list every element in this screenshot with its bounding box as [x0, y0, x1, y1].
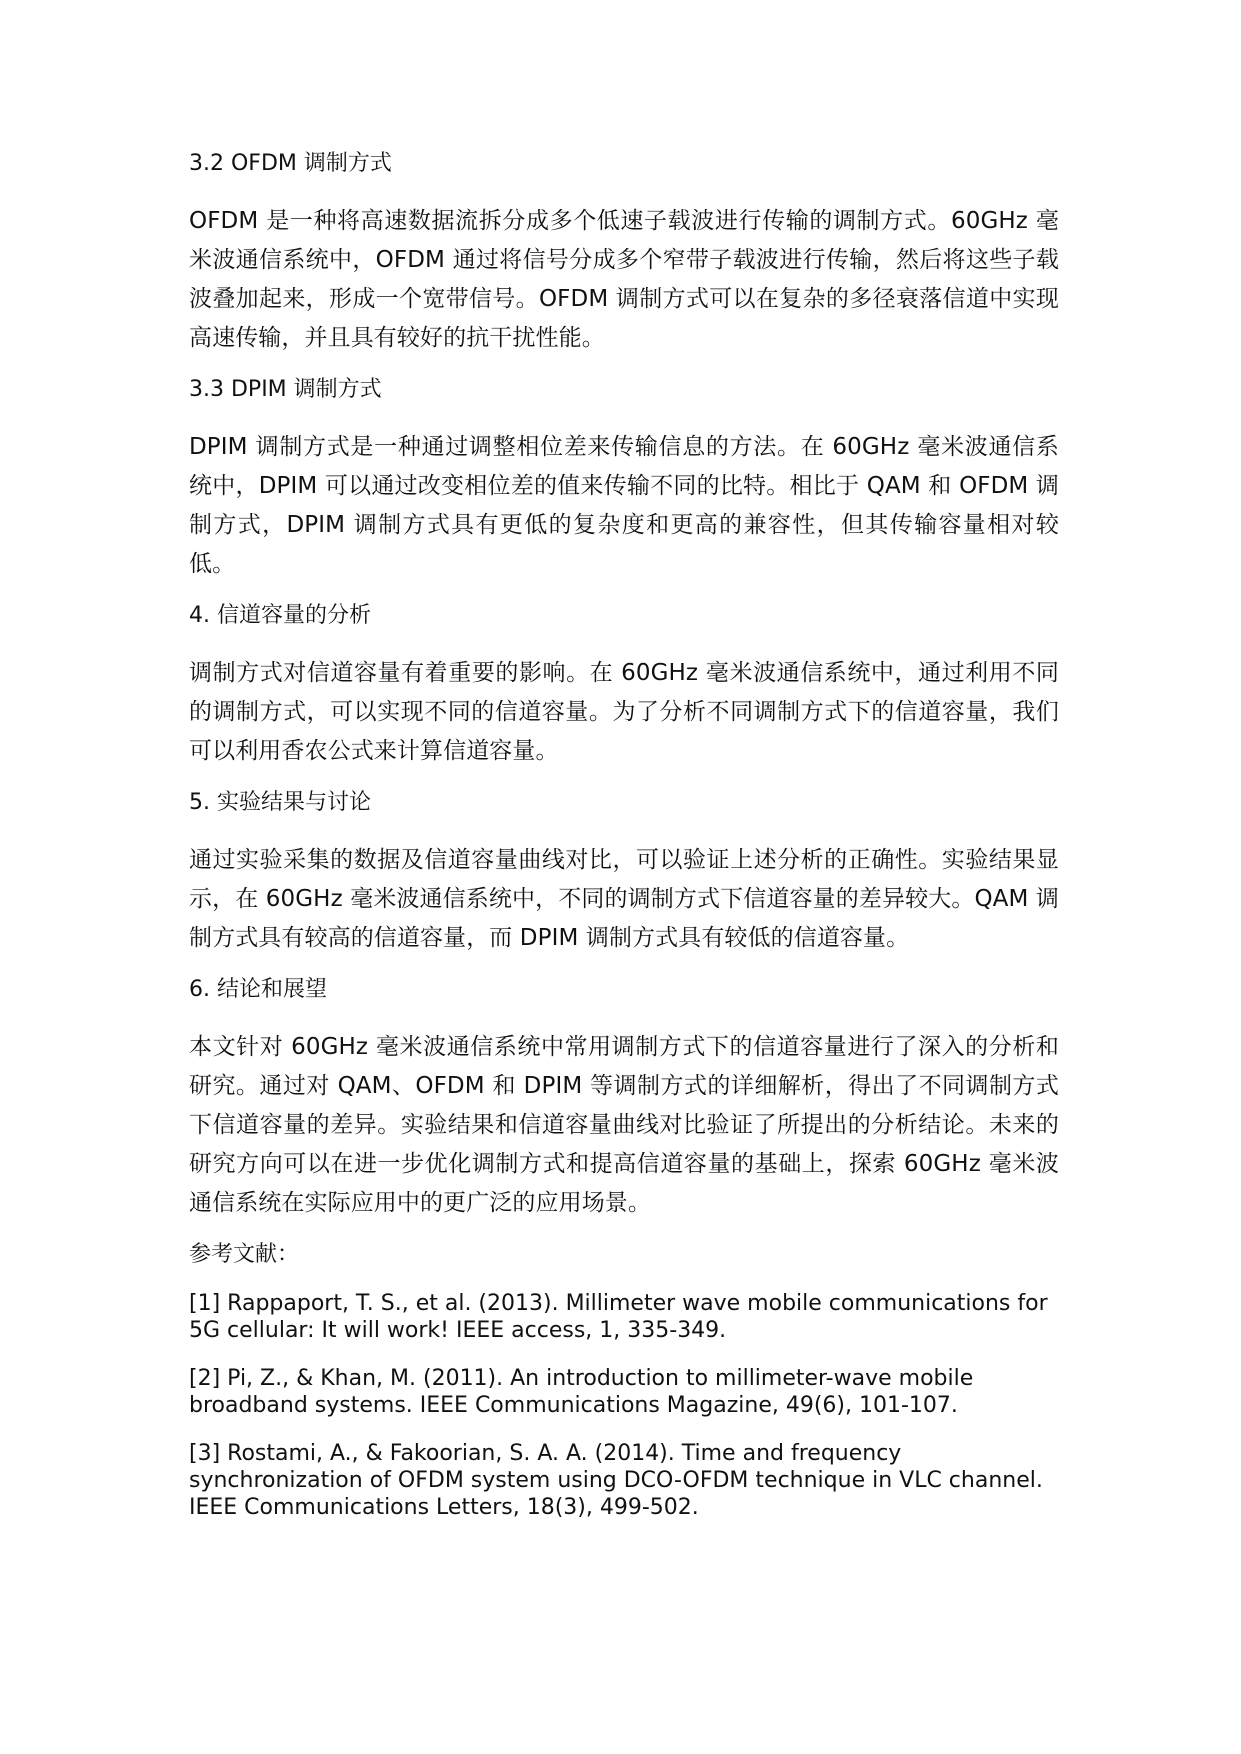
section-body-results: 通过实验采集的数据及信道容量曲线对比，可以验证上述分析的正确性。实验结果显示，在 60GHz 毫米波通信系统中，不同的调制方式下信道容量的差异较大。QAM 调制方式具有较高的信道容量，而 DPIM 调制方式具有较低的信道容量。	[189, 847, 1059, 951]
reference-item: [1] Rappaport, T. S., et al. (2013). Millimeter wave mobile communications for 5G cellular: It will work! IEEE access, 1, 335-349.	[189, 1291, 1048, 1343]
section-body-capacity: 调制方式对信道容量有着重要的影响。在 60GHz 毫米波通信系统中，通过利用不同的调制方式，可以实现不同的信道容量。为了分析不同调制方式下的信道容量，我们可以利用香农公式来计算信道容量。	[189, 660, 1059, 764]
section-heading-ofdm: 3.2 OFDM 调制方式	[189, 151, 392, 176]
section-heading-capacity: 4. 信道容量的分析	[189, 603, 371, 628]
document-page	[189, 150, 1059, 1521]
section-body-conclusion: 本文针对 60GHz 毫米波通信系统中常用调制方式下的信道容量进行了深入的分析和研究。通过对 QAM、OFDM 和 DPIM 等调制方式的详细解析，得出了不同调制方式下信道容量的差异。实验结果和信道容量曲线对比验证了所提出的分析结论。未来的研究方向可以在进一步优化调制方式和提高信道容量的基础上，探索 60GHz 毫米波通信系统在实际应用中的更广泛的应用场景。	[189, 1034, 1059, 1216]
references-title: 参考文献：	[189, 1242, 300, 1267]
reference-item: [2] Pi, Z., & Khan, M. (2011). An introduction to millimeter-wave mobile broadband systems. IEEE Communications Magazine, 49(6), 101-107.	[189, 1366, 974, 1418]
section-body-ofdm: OFDM 是一种将高速数据流拆分成多个低速子载波进行传输的调制方式。60GHz 毫米波通信系统中，OFDM 通过将信号分成多个窄带子载波进行传输，然后将这些子载波叠加起来，形成一个宽带信号。OFDM 调制方式可以在复杂的多径衰落信道中实现高速传输，并且具有较好的抗干扰性能。	[189, 208, 1059, 351]
section-body-dpim: DPIM 调制方式是一种通过调整相位差来传输信息的方法。在 60GHz 毫米波通信系统中，DPIM 可以通过改变相位差的值来传输不同的比特。相比于 QAM 和 OFDM 调制方式，DPIM 调制方式具有更低的复杂度和更高的兼容性，但其传输容量相对较低。	[189, 434, 1059, 577]
section-heading-dpim: 3.3 DPIM 调制方式	[189, 377, 382, 402]
section-heading-results: 5. 实验结果与讨论	[189, 790, 371, 815]
reference-item: [3] Rostami, A., & Fakoorian, S. A. A. (2014). Time and frequency synchronization of OFDM system using DCO-OFDM technique in VLC channel. IEEE Communications Letters, 18(3), 499-502.	[189, 1441, 1043, 1520]
section-heading-conclusion: 6. 结论和展望	[189, 977, 327, 1002]
